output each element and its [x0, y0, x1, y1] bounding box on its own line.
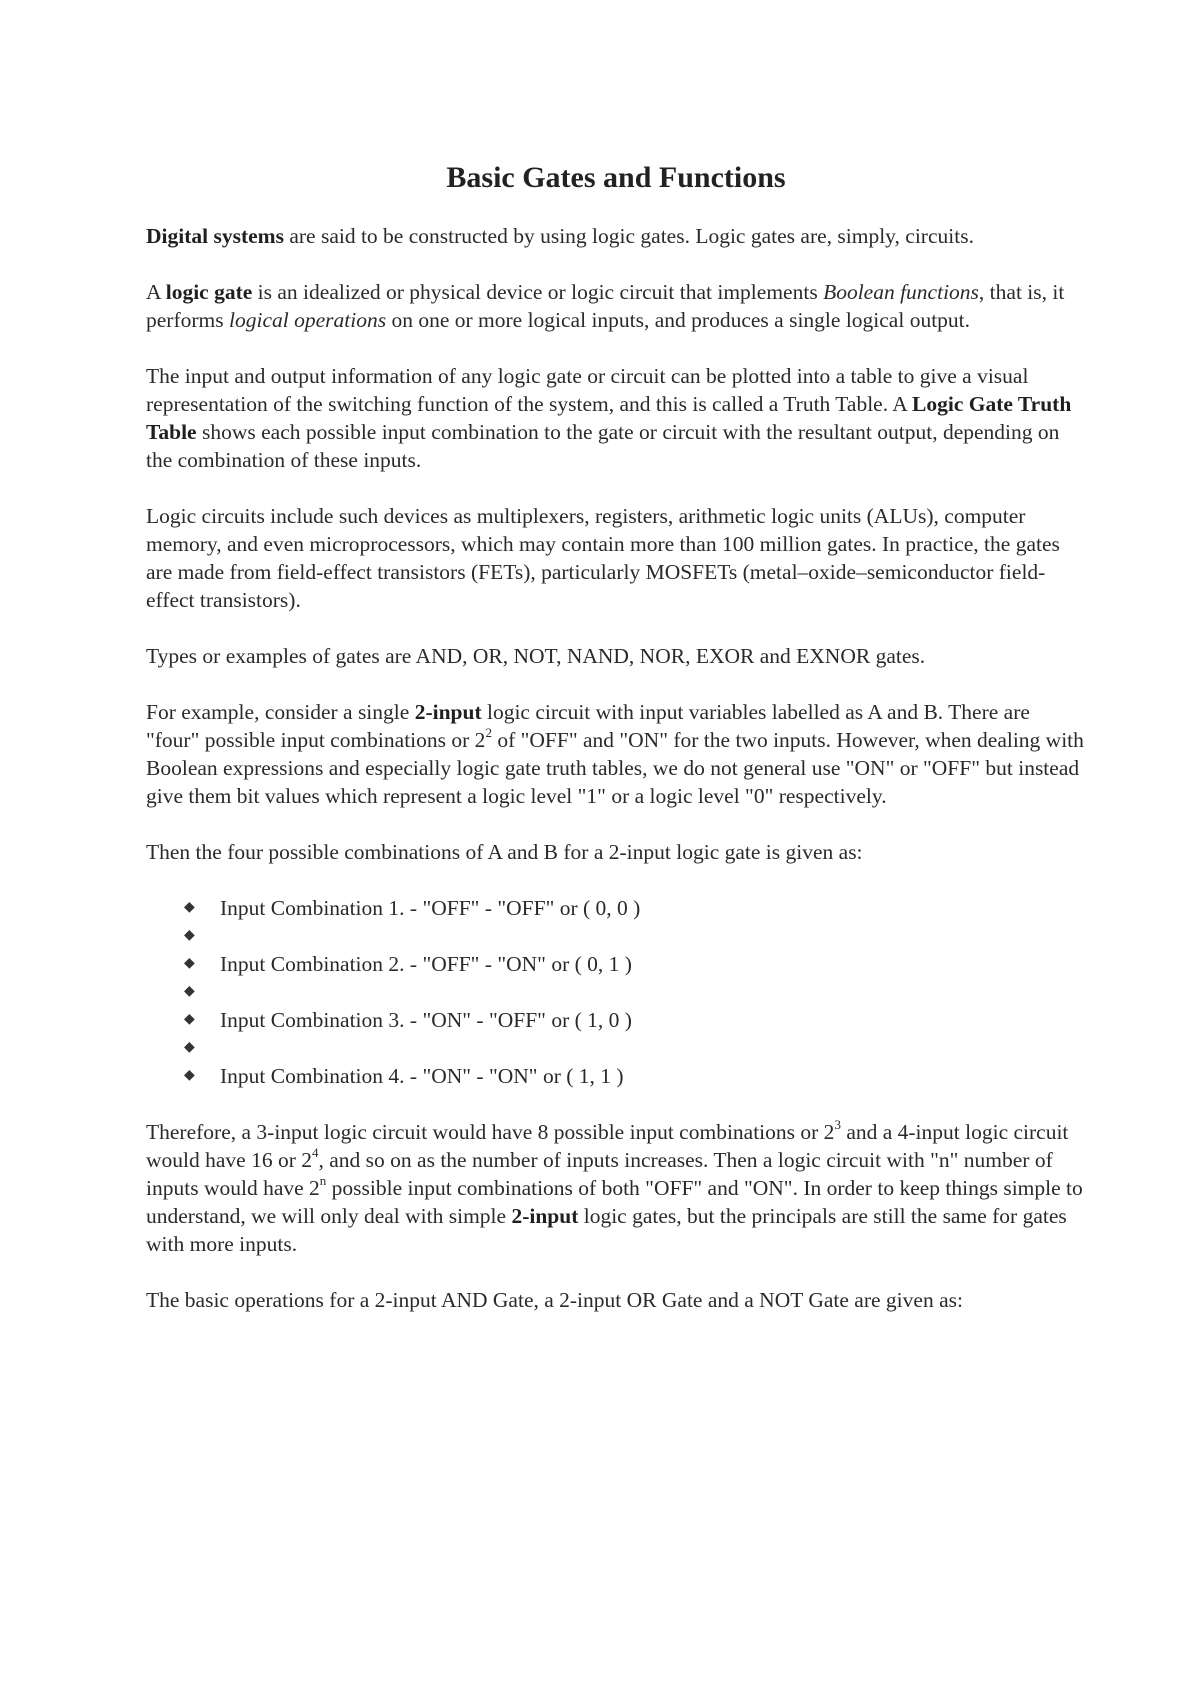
- list-item: ◆ Input Combination 2. - "OFF" - "ON" or ( 0, 1 ): [184, 952, 632, 976]
- italic-term: Boolean functions: [823, 280, 979, 304]
- paragraph-basic-operations: The basic operations for a 2-input AND Gate, a 2-input OR Gate and a NOT Gate are given as:: [146, 1288, 963, 1312]
- superscript: n: [319, 1172, 327, 1188]
- paragraph-more-inputs: Therefore, a 3-input logic circuit would have 8 possible input combinations or $2^3$ and a 4-input logic circuit would have 16 or $2^4$, and so on as the number of inputs increases. Then a logic circuit with "n" number of inputs would have 2$^n$ possible input combinations of both "OFF" and "ON". In order to keep things simple to understand, we will only deal with simple 2-input logic gates, but the principals are still the same for gates with more inputs.: [146, 1116, 1083, 1256]
- italic-term: logical operations: [229, 308, 387, 332]
- bold-term: 2-input: [511, 1204, 579, 1228]
- list-item: ◆ Input Combination 1. - "OFF" - "OFF" or ( 0, 0 ): [184, 896, 641, 920]
- paragraph-two-input-example: For example, consider a single 2-input logic circuit with input variables labelled as A and B. There are "four" possible input combinations or $2^2$ of "OFF" and "ON" for the two inputs. However, when dealing with Boolean expressions and especially logic gate truth tables, we do not general use "ON" or "OFF" but instead give them bit values which represent a logic level "1" or a logic level "0" respectively.: [146, 700, 1084, 808]
- combination-list: [146, 894, 1086, 1090]
- bullet-icon: ◆: [184, 956, 195, 971]
- bullet-icon: ◆: [184, 1012, 195, 1027]
- paragraph-logic-gate: A logic gate is an idealized or physical device or logic circuit that implements Boolean functions, that is, it performs logical operations on one or more logical inputs, and produces a single logical output.: [146, 280, 1065, 332]
- paragraph-combinations-intro: Then the four possible combinations of A and B for a 2-input logic gate is given as:: [146, 840, 863, 864]
- superscript: 2: [485, 724, 492, 740]
- superscript: 3: [834, 1116, 841, 1132]
- paragraph-digital-systems: Digital systems are said to be constructed by using logic gates. Logic gates are, simply, circuits.: [146, 224, 974, 248]
- bullet-icon: ◆: [184, 900, 195, 915]
- paragraph-logic-circuits: Logic circuits include such devices as multiplexers, registers, arithmetic logic units (ALUs), computer memory, and even microprocessors, which may contain more than 100 million gates. In practice, the gates are made from field-effect transistors (FETs), particularly MOSFETs (metal–oxide–semiconductor field-effect transistors).: [146, 504, 1060, 612]
- document-page: [146, 160, 1086, 1342]
- bullet-icon: ◆: [184, 928, 195, 943]
- list-item-empty: [146, 922, 1086, 950]
- bold-term: Digital systems: [146, 224, 284, 248]
- superscript: 4: [312, 1144, 319, 1160]
- list-item-empty: [146, 1034, 1086, 1062]
- bold-term: logic gate: [165, 280, 253, 304]
- list-item: ◆ Input Combination 4. - "ON" - "ON" or ( 1, 1 ): [184, 1064, 624, 1088]
- bullet-icon: ◆: [184, 1040, 195, 1055]
- bullet-icon: ◆: [184, 1068, 195, 1083]
- bullet-icon: ◆: [184, 984, 195, 999]
- bold-term: 2-input: [414, 700, 482, 724]
- paragraph-gate-types: Types or examples of gates are AND, OR, NOT, NAND, NOR, EXOR and EXNOR gates.: [146, 644, 926, 668]
- bold-term: Logic Gate Truth Table: [146, 392, 1072, 444]
- page-title: Basic Gates and Functions: [446, 161, 786, 194]
- list-item: ◆ Input Combination 3. - "ON" - "OFF" or ( 1, 0 ): [184, 1008, 632, 1032]
- list-item-empty: [146, 978, 1086, 1006]
- paragraph-truth-table: The input and output information of any logic gate or circuit can be plotted into a table to give a visual representation of the switching function of the system, and this is called a Truth Table. A Logic Gate Truth Table shows each possible input combination to the gate or circuit with the resultant output, depending on the combination of these inputs.: [146, 364, 1072, 472]
